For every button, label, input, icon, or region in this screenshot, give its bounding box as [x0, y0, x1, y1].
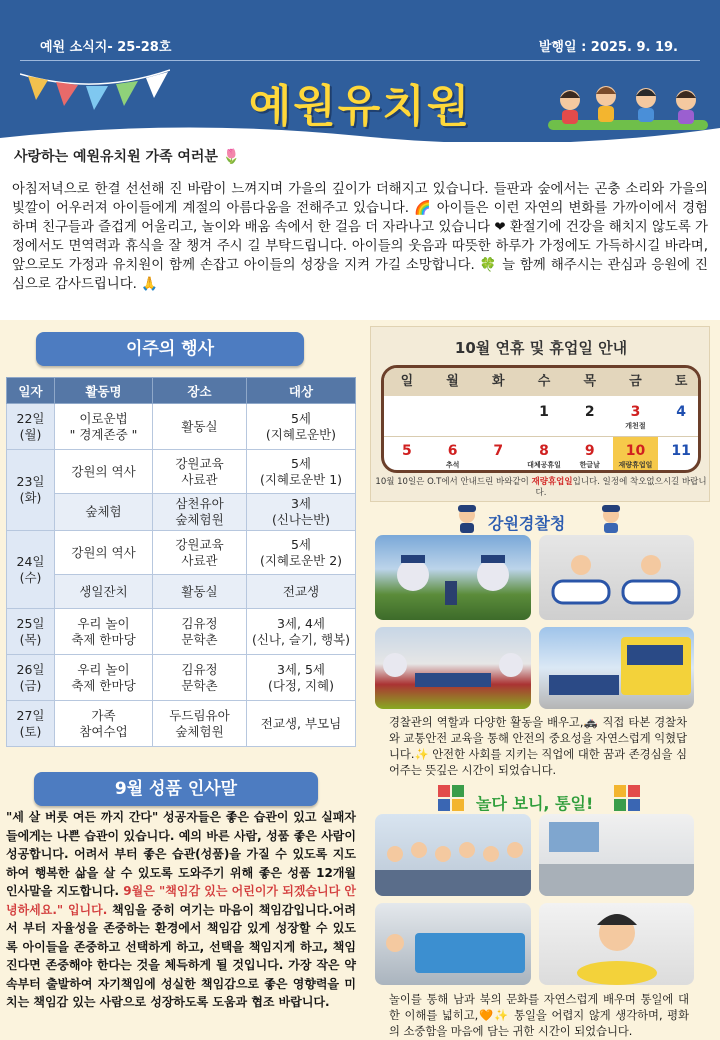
virtue-title: 9월 성품 인사말	[34, 772, 318, 806]
event-date: 22일 (월)	[7, 404, 55, 450]
events-table	[6, 377, 356, 747]
event-date: 27일 (토)	[7, 701, 55, 747]
event-row	[7, 609, 356, 655]
event-target: 3세, 5세 (다정, 지혜)	[247, 655, 356, 701]
event-row	[7, 404, 356, 450]
header-divider	[20, 60, 700, 61]
unification-title: 놀다 보니, 통일!	[476, 794, 594, 813]
photo-police-mascot	[375, 535, 531, 620]
calendar-day	[430, 398, 476, 436]
day-caption: 대체공휴일	[527, 461, 561, 469]
day-number: 4	[676, 404, 687, 420]
calendar-note-post: 입니다. 일정에 착오없으시길 바랍니다.	[535, 477, 707, 498]
photo-police-bus	[539, 627, 694, 709]
photo-exhibit	[375, 903, 531, 985]
event-row	[7, 494, 356, 531]
day-caption: 개천절	[625, 422, 646, 430]
event-target: 5세 (지혜로운반)	[247, 404, 356, 450]
event-activity: 우리 놀이 축제 한마당	[55, 655, 153, 701]
event-row	[7, 575, 356, 609]
event-place: 김유정 문학촌	[153, 609, 247, 655]
calendar-day	[475, 398, 521, 436]
events-title: 이주의 행사	[36, 332, 304, 366]
calendar-note-pre: 10월 10일은 O.T에서 안내드린 바와같이	[375, 477, 532, 487]
event-place: 두드림유아 숲체험원	[153, 701, 247, 747]
calendar-day	[613, 437, 659, 473]
day-number: 9	[584, 443, 595, 459]
calendar-day	[384, 398, 430, 436]
photo-classroom	[539, 814, 694, 896]
event-place: 강원교육 사료관	[153, 450, 247, 494]
newsletter-header	[0, 0, 720, 142]
event-date: 24일 (수)	[7, 531, 55, 609]
calendar-day	[521, 398, 567, 436]
weekday-label: 수	[537, 374, 551, 389]
virtue-highlight: 9월은 "책임감 있는 어린이가 되겠습니다 안녕하세요." 입니다.	[6, 884, 356, 917]
calendar-week-1	[384, 398, 701, 436]
events-body	[7, 404, 356, 747]
puzzle-icon-right	[612, 783, 642, 813]
calendar-day	[613, 398, 659, 436]
day-caption: 추석	[445, 461, 460, 469]
police-girl-icon	[596, 503, 626, 533]
event-place: 삼천유아 숲체험원	[153, 494, 247, 531]
greeting: 사랑하는 예원유치원 가족 여러분 🌷	[14, 149, 241, 165]
event-date: 26일 (금)	[7, 655, 55, 701]
day-number: 3	[630, 404, 641, 420]
calendar-day	[521, 437, 567, 473]
calendar-frame	[381, 365, 701, 473]
event-row	[7, 655, 356, 701]
calendar-day	[384, 437, 430, 473]
kindergarten-title: 예원유치원	[248, 81, 472, 132]
event-activity: 이로운법 " 경계존중 "	[55, 404, 153, 450]
weekday-label: 월	[446, 374, 459, 389]
event-target: 전교생	[247, 575, 356, 609]
day-number: 2	[584, 404, 595, 420]
day-number: 10	[625, 443, 646, 459]
holiday-calendar	[370, 326, 710, 502]
virtue-text-a: "세 살 버릇 여든 까지 간다" 성공자들은 좋은 습관이 있고 실패자들에게는 나쁜 습관이 있습니다. 예의 바른 사람, 성품 좋은 사람이 성공합니다. 어려서 부터 좋은 습관(성품)을 가질 수 있도록 지도하여 행복한 삶을 살 수 있도록 도와주기 위해 좋은 성품 12개월 인사말을 지도합니다.	[6, 810, 356, 898]
weekday-label: 화	[492, 374, 505, 389]
day-number: 11	[671, 443, 691, 459]
calendar-note-highlight: 재량휴업일	[531, 477, 573, 487]
calendar-day	[567, 398, 613, 436]
puzzle-icon	[436, 783, 466, 813]
event-place: 활동실	[153, 575, 247, 609]
calendar-day	[658, 437, 701, 473]
event-target: 5세 (지혜로운반 2)	[247, 531, 356, 575]
weekday-label: 일	[400, 374, 414, 389]
weekday-label: 금	[629, 374, 642, 389]
unification-caption: 놀이를 통해 남과 북의 문화를 자연스럽게 배우며 통일에 대한 이해를 넓히고,🧡✨ 통일을 어렵지 않게 생각하며, 평화의 소중함을 마음에 담는 귀한 시간이 되었습니다.	[389, 993, 689, 1038]
event-date: 23일 (화)	[7, 450, 55, 531]
photo-group-mascots	[375, 627, 531, 709]
police-icon	[452, 503, 482, 533]
letter-body: 아침저녁으로 한결 선선해 진 바람이 느껴지며 가을의 깊이가 더해지고 있습니다. 들판과 숲에서는 곤충 소리와 가을의 빛깔이 어우러져 아이들에게 계절의 아름다움을 전해주고 있습니다. 🌈 아이들은 이런 자연의 변화를 가까이에서 경험하며 친구들과 즐겁게 어울리고, 놀이와 배움 속에서 한 걸음 더 자라나고 있습니다 ❤ 환절기에 건강을 해치지 않도록 가정에서도 면역력과 휴식을 잘 챙겨 주시 길 부탁드립니다. 아이들의 웃음과 따뜻한 하루가 가정에도 가득하시길 바라며, 앞으로도 가정과 유치원이 함께 손잡고 아이들의 성장을 지켜 가길 소망합니다. 🍀 늘 함께 해주시는 관심과 응원에 진심으로 감사드립니다. 🙏	[12, 182, 708, 292]
events-header-row	[7, 378, 356, 404]
weekday-label: 목	[583, 374, 597, 389]
event-place: 강원교육 사료관	[153, 531, 247, 575]
weekday-label: 토	[674, 374, 688, 389]
event-target: 3세 (신나는반)	[247, 494, 356, 531]
event-activity: 숲체험	[55, 494, 153, 531]
header-wave	[0, 118, 720, 142]
event-target: 5세 (지혜로운반 1)	[247, 450, 356, 494]
event-row	[7, 531, 356, 575]
event-activity: 생일잔치	[55, 575, 153, 609]
issue-number: 예원 소식지- 25-28호	[40, 40, 172, 55]
event-date: 25일 (목)	[7, 609, 55, 655]
virtue-text	[6, 808, 356, 1012]
calendar-day	[430, 437, 476, 473]
calendar-day	[475, 437, 521, 473]
photo-child-flowers	[539, 903, 694, 985]
day-number: 6	[447, 443, 458, 459]
day-number: 1	[539, 404, 549, 420]
calendar-title: 10월 연휴 및 휴업일 안내	[454, 339, 628, 357]
col-date: 일자	[7, 378, 55, 404]
event-place: 김유정 문학촌	[153, 655, 247, 701]
calendar-week-2	[384, 436, 701, 473]
publish-date: 발행일 : 2025. 9. 19.	[538, 40, 678, 55]
event-place: 활동실	[153, 404, 247, 450]
day-number: 8	[539, 443, 549, 459]
day-number: 5	[401, 443, 412, 459]
day-caption: 한글날	[579, 461, 600, 469]
event-row	[7, 450, 356, 494]
calendar-day	[567, 437, 613, 473]
calendar-day	[658, 398, 701, 436]
police-caption: 경찰관의 역할과 다양한 활동을 배우고,🚓 직접 타본 경찰차와 교통안전 교육을 통해 안전의 중요성을 자연스럽게 익혔답니다.✨ 안전한 사회를 지키는 직업에 대한 꿈과 존경심을 심어주는 뜻깊은 시간이 되었습니다.	[389, 716, 687, 777]
event-activity: 강원의 역사	[55, 450, 153, 494]
photo-police-car-ride	[539, 535, 694, 620]
event-activity: 강원의 역사	[55, 531, 153, 575]
event-row	[7, 701, 356, 747]
calendar-note	[371, 477, 711, 499]
photo-class-group	[375, 814, 531, 896]
virtue-text-b: 책임을 중히 여기는 마음이 책임감입니다.어려서 부터 자율성을 존중하는 환경에서 책임감 있게 성장할 수 있도록 아이들을 존중하고 선택하게 하고, 선택을 책임지게 하고, 책임진다면 존중해야 한다는 것을 체득하게 될 것입니다. 가장 작은 약속부터 출발하여 자기책임에 성실한 책임감으로 좋은 영향력을 미치는 책임감 있는 사람으로 성장하도록 도움과 협조 바랍니다.	[6, 902, 356, 1009]
event-target: 3세, 4세 (신나, 슬기, 행복)	[247, 609, 356, 655]
col-activity: 활동명	[55, 378, 153, 404]
col-target: 대상	[247, 378, 356, 404]
event-activity: 가족 참여수업	[55, 701, 153, 747]
day-caption: 재량휴업일	[618, 461, 653, 469]
event-activity: 우리 놀이 축제 한마당	[55, 609, 153, 655]
calendar-weekdays	[384, 368, 701, 396]
police-title: 강원경찰청	[488, 514, 566, 533]
col-place: 장소	[153, 378, 247, 404]
event-target: 전교생, 부모님	[247, 701, 356, 747]
day-number: 7	[493, 443, 504, 459]
